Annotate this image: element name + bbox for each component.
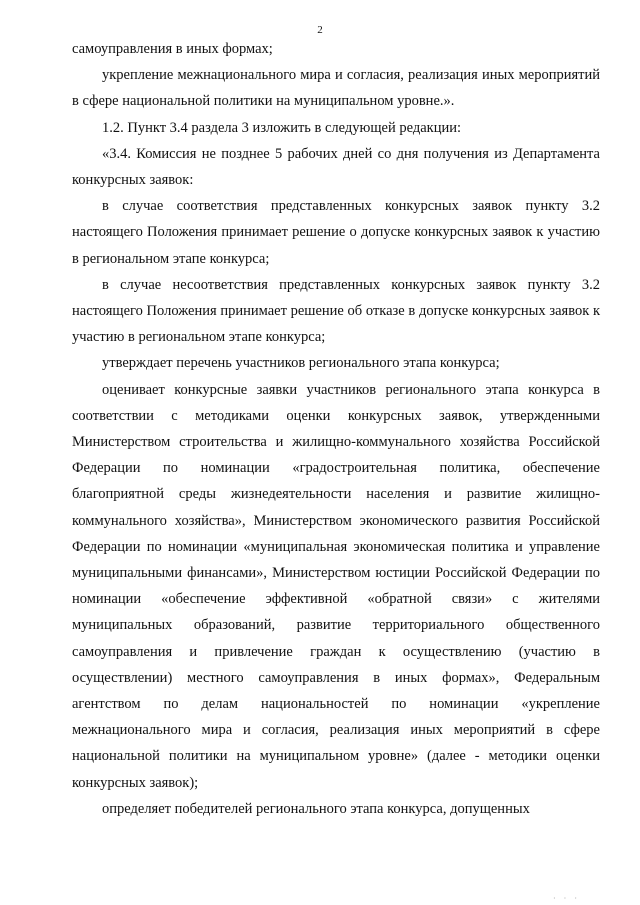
- paragraph: самоуправления в иных формах;: [72, 41, 273, 57]
- paragraph: укрепление межнационального мира и согласия, реализация иных мероприятий в сфере национальной политики на муниципальном уровне.».: [72, 67, 600, 110]
- paragraph: определяет победителей регионального этапа конкурса, допущенных: [102, 800, 530, 817]
- paragraph: оценивает конкурсные заявки участников регионального этапа конкурса в соответствии с методиками оценки конкурсных заявок, утвержденными Министерством строительства и жилищно-коммунального хозяйства Российской Федерации по номинации «градостроительная политика, обеспечение благоприятной среды жизнедеятельности населения и развитие жилищно-коммунального хозяйства», Министерством экономического развития Российской Федерации по номинации «муниципальная экономическая политика и управление муниципальными финансами», Министерством юстиции Российской Федерации по номинации «обеспечение эффективной «обратной связи» с жителями муниципальных образований, развитие территориального общественного самоуправления и привлечение граждан к осуществлению (участию в осуществлении) местного самоуправления в иных формах», Федеральным агентством по делам национальностей по номинации «укрепление межнационального мира и согласия, реализация иных мероприятий в сфере национальной политики на муниципальном уровне» (далее - методики оценки конкурсных заявок);: [72, 381, 600, 791]
- paragraph: «3.4. Комиссия не позднее 5 рабочих дней со дня получения из Департамента конкурсных заявок:: [72, 145, 600, 189]
- paragraph: в случае несоответствия представленных конкурсных заявок пункту 3.2 настоящего Положения принимает решение об отказе в допуске конкурсных заявок к участию в региональном этапе конкурса;: [72, 276, 600, 346]
- paragraph: в случае соответствия представленных конкурсных заявок пункту 3.2 настоящего Положения принимает решение о допуске конкурсных заявок к участию в региональном этапе конкурса;: [72, 198, 600, 267]
- paragraph: утверждает перечень участников регионального этапа конкурса;: [102, 355, 500, 372]
- document-body: [72, 36, 600, 822]
- page-number: 2: [317, 24, 323, 36]
- paragraph: 1.2. Пункт 3.4 раздела 3 изложить в следующей редакции:: [102, 119, 462, 136]
- scan-artifact: · · ·: [553, 894, 580, 903]
